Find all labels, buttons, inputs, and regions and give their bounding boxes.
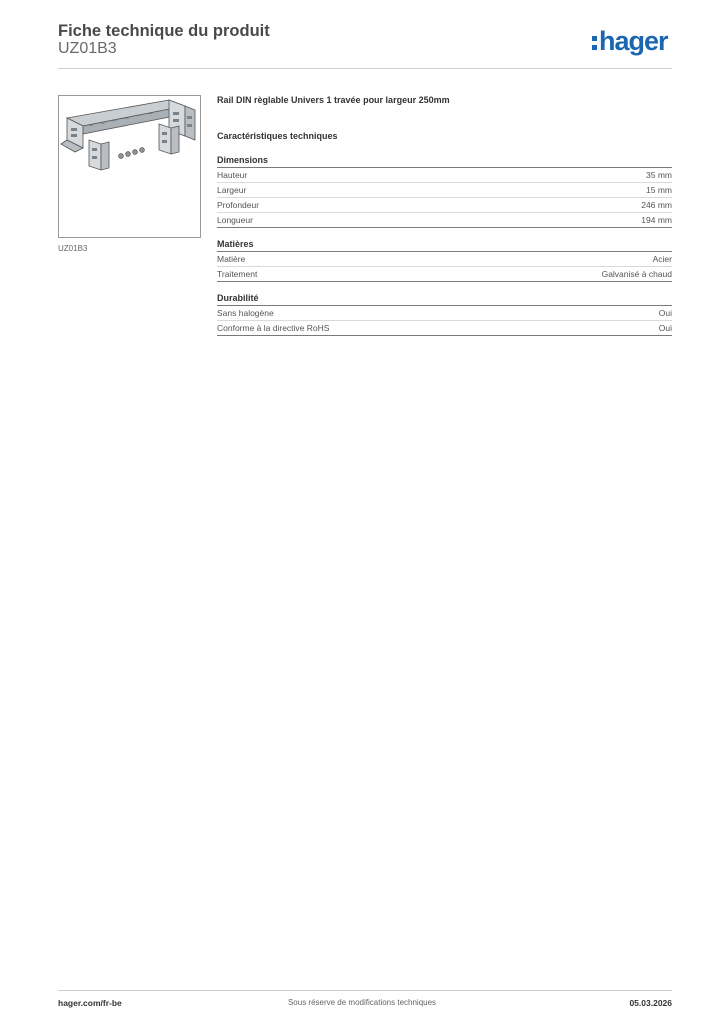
spec-label: Conforme à la directive RoHS: [217, 323, 330, 333]
section-durability: [217, 292, 672, 336]
spec-heading: Caractéristiques techniques: [217, 131, 338, 141]
spec-row: [217, 183, 672, 198]
section-title: Matières: [217, 238, 672, 252]
spec-row: [217, 306, 672, 321]
footer-date: 05.03.2026: [629, 998, 672, 1008]
spec-value: 15 mm: [646, 185, 672, 195]
spec-row: [217, 321, 672, 336]
spec-value: 246 mm: [641, 200, 672, 210]
section-dimensions: [217, 154, 672, 228]
spec-label: Matière: [217, 254, 246, 264]
footer-divider: [58, 990, 672, 991]
spec-value: Acier: [652, 254, 672, 264]
spec-label: Longueur: [217, 215, 253, 225]
spec-label: Profondeur: [217, 200, 260, 210]
product-content: [217, 94, 672, 336]
spec-row: [217, 168, 672, 183]
spec-value: 35 mm: [646, 170, 672, 180]
product-image: [58, 95, 201, 238]
spec-row: [217, 252, 672, 267]
section-title: Durabilité: [217, 292, 672, 306]
spec-row: [217, 267, 672, 282]
footer-website-link[interactable]: hager.com/fr-be: [58, 998, 122, 1008]
logo-dots-icon: [592, 36, 597, 50]
spec-row: [217, 198, 672, 213]
spec-value: Oui: [658, 308, 672, 318]
document-title: Fiche technique du produit: [58, 22, 270, 40]
logo-text: hager: [599, 26, 668, 56]
spec-label: Largeur: [217, 185, 247, 195]
image-caption: UZ01B3: [58, 244, 88, 253]
header-divider: [58, 68, 672, 69]
spec-label: Sans halogène: [217, 308, 274, 318]
product-description: Rail DIN règlable Univers 1 travée pour largeur 250mm: [217, 95, 450, 105]
section-title: Dimensions: [217, 154, 672, 168]
product-reference: UZ01B3: [58, 40, 117, 57]
footer-disclaimer: Sous réserve de modifications techniques: [287, 998, 437, 1007]
spec-value: Oui: [658, 323, 672, 333]
spec-value: Galvanisé à chaud: [601, 269, 672, 279]
din-rail-product-icon: [59, 96, 200, 237]
section-materials: [217, 238, 672, 282]
spec-value: 194 mm: [641, 215, 672, 225]
spec-label: Traitement: [217, 269, 258, 279]
spec-label: Hauteur: [217, 170, 248, 180]
hager-logo: [592, 26, 668, 56]
spec-row: [217, 213, 672, 228]
